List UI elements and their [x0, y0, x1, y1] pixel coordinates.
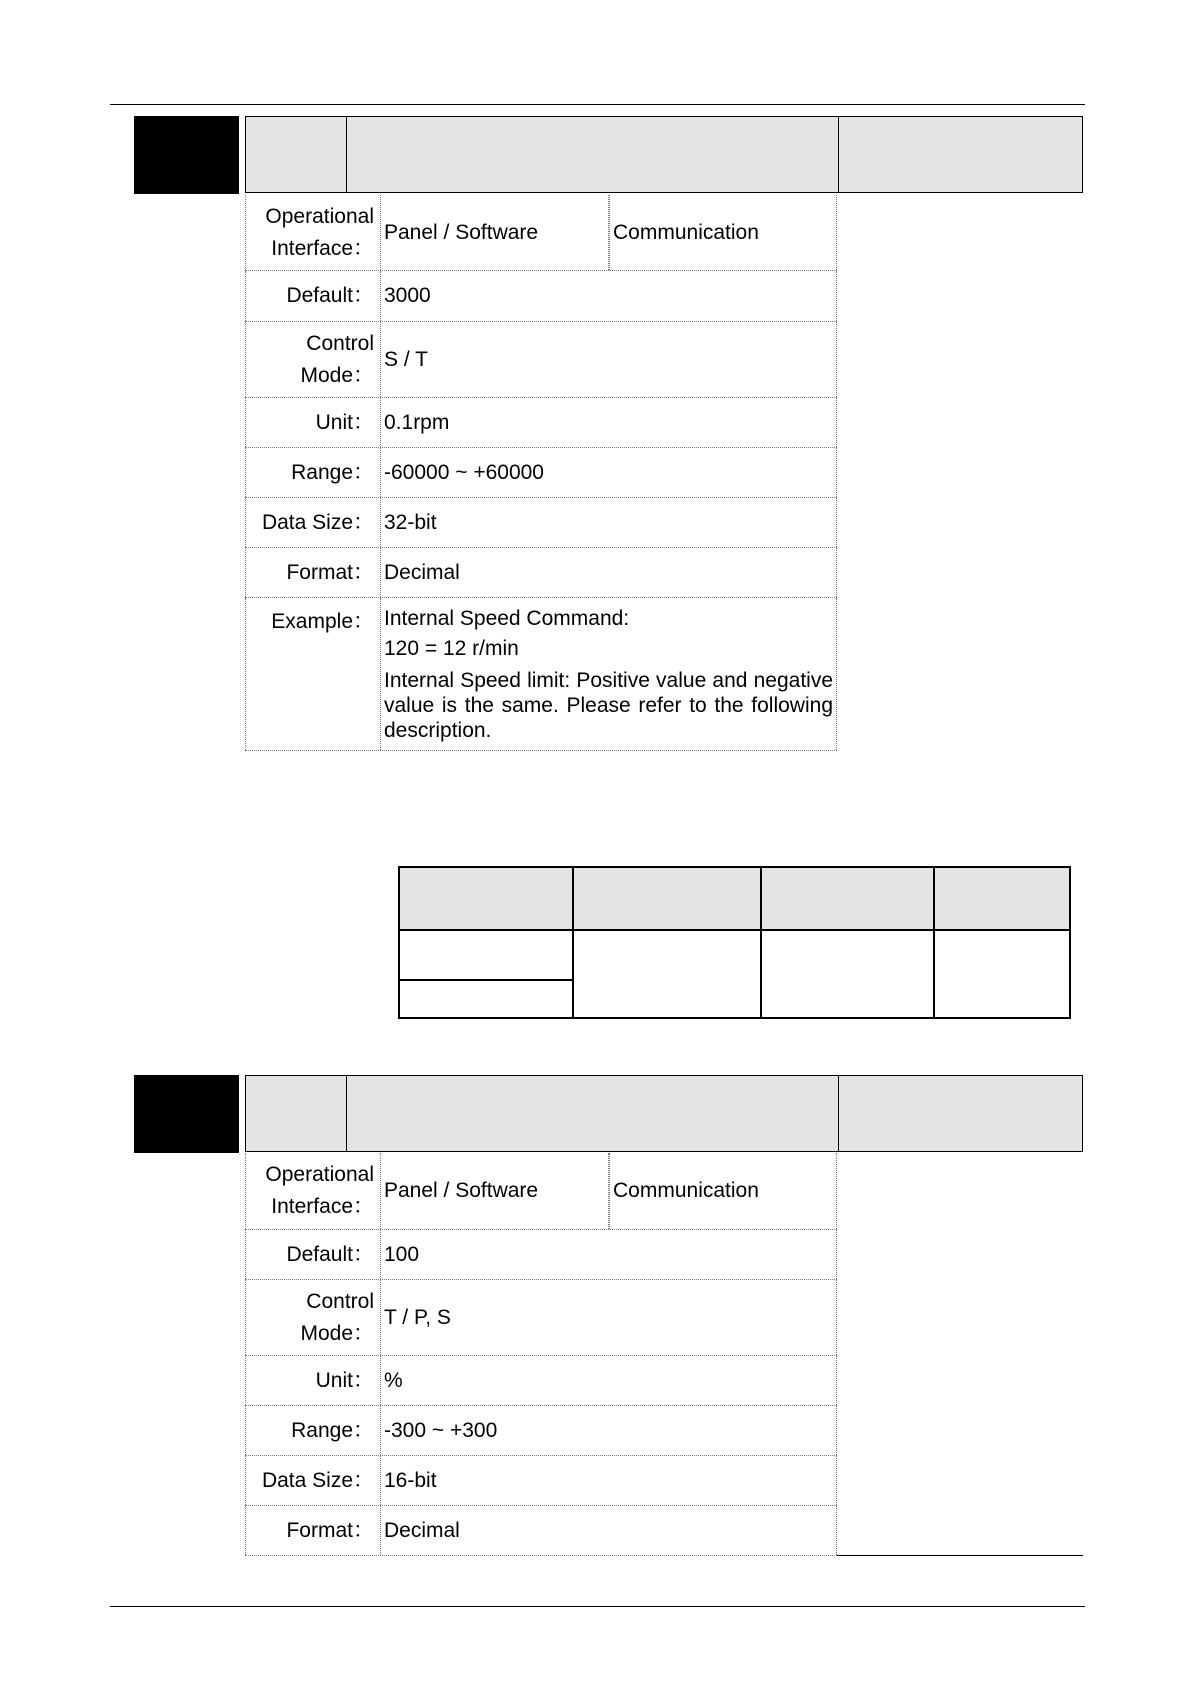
control-mode-value: S / T	[381, 322, 837, 397]
unit-value: %	[381, 1356, 837, 1405]
format-label: Format：	[245, 1506, 381, 1555]
row-format	[245, 548, 837, 598]
row-data-size	[245, 498, 837, 548]
row-example	[245, 598, 837, 751]
data-size-value: 32-bit	[381, 498, 837, 547]
row-control-mode	[245, 1280, 837, 1356]
row-range	[245, 1406, 837, 1456]
table-header-row	[399, 867, 1070, 930]
data-size-label: Data Size：	[245, 498, 381, 547]
row-data-size	[245, 1456, 837, 1506]
unit-label: Unit：	[245, 398, 381, 447]
format-value: Decimal	[381, 1506, 837, 1555]
control-mode-value: T / P, S	[381, 1280, 837, 1355]
operational-interface-label: Operational Interface：	[245, 1153, 381, 1229]
default-value: 3000	[381, 271, 837, 321]
example-line-1: Internal Speed Command:	[384, 607, 630, 630]
row-unit	[245, 398, 837, 448]
interface-panel-software: Panel / Software	[381, 1153, 609, 1229]
row-range	[245, 448, 837, 498]
range-value: -60000 ~ +60000	[381, 448, 837, 497]
range-label: Range：	[245, 1406, 381, 1455]
data-size-value: 16-bit	[381, 1456, 837, 1505]
default-value: 100	[381, 1230, 837, 1279]
parameter-bottom-rule	[837, 1555, 1083, 1556]
parameter-code-tag	[134, 1075, 239, 1153]
operational-interface-label: Operational Interface：	[245, 195, 381, 270]
default-label: Default：	[245, 1230, 381, 1279]
example-paragraph: Internal Speed limit: Positive value and negative value is the same. Please refer to the following description.	[384, 669, 833, 742]
row-default	[245, 271, 837, 322]
footer-rule	[110, 1606, 1085, 1607]
example-line-2: 120 = 12 r/min	[384, 637, 519, 660]
default-label: Default：	[245, 271, 381, 321]
row-control-mode	[245, 322, 837, 398]
control-mode-label: Control Mode：	[245, 1280, 381, 1355]
parameter-header-bar	[245, 1075, 1083, 1152]
range-label: Range：	[245, 448, 381, 497]
parameter-header-bar	[245, 116, 1083, 193]
format-label: Format：	[245, 548, 381, 597]
row-unit	[245, 1356, 837, 1406]
example-value	[381, 598, 837, 750]
parameter-code-tag	[134, 116, 239, 194]
interface-communication: Communication	[609, 1153, 837, 1229]
interface-panel-software: Panel / Software	[381, 195, 609, 270]
format-value: Decimal	[381, 548, 837, 597]
row-operational-interface	[245, 1153, 837, 1230]
control-mode-label: Control Mode：	[245, 322, 381, 397]
header-rule	[110, 104, 1085, 105]
unit-label: Unit：	[245, 1356, 381, 1405]
row-format	[245, 1506, 837, 1556]
example-label: Example：	[245, 598, 381, 750]
row-default	[245, 1230, 837, 1280]
data-size-label: Data Size：	[245, 1456, 381, 1505]
unit-value: 0.1rpm	[381, 398, 837, 447]
speed-limit-table	[398, 866, 1071, 1019]
range-value: -300 ~ +300	[381, 1406, 837, 1455]
table-row	[399, 930, 1070, 980]
interface-communication: Communication	[609, 195, 837, 270]
row-operational-interface	[245, 195, 837, 271]
